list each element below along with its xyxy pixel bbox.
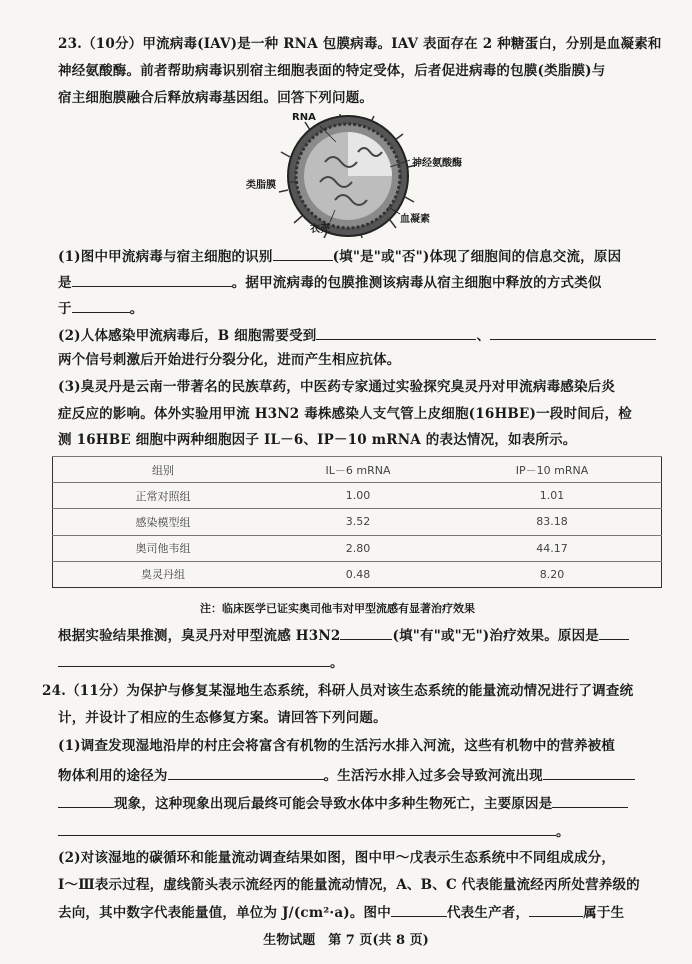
page-footer: 生物试题 第 7 页(共 8 页)	[263, 933, 429, 948]
q23-part1-line3: 于 。	[58, 298, 658, 318]
q24-part1-line4: 。	[58, 821, 658, 841]
table-cell: 3.52	[273, 509, 443, 535]
table-row	[53, 535, 662, 561]
answer-blank[interactable]	[340, 625, 392, 640]
table-row	[53, 483, 662, 509]
answer-blank[interactable]	[552, 793, 628, 808]
label-capsid: 衣壳	[310, 224, 330, 235]
table-cell: 8.20	[443, 561, 662, 587]
q24-part2-line1: (2)对该湿地的碳循环和能量流动调查结果如图，图中甲～戊表示生态系统中不同组成成分，	[58, 850, 616, 866]
q23-part2-line1: (2)人体感染甲流病毒后，B 细胞需要受到 、	[58, 325, 658, 345]
q23-part1-line2: 是 。据甲流病毒的包膜推测该病毒从宿主细胞中释放的方式类似	[58, 272, 658, 292]
table-cell: 83.18	[443, 509, 662, 535]
q24-part1-line1: (1)调查发现湿地沿岸的村庄会将富含有机物的生活污水排入河流，这些有机物中的营养被植	[58, 738, 616, 754]
label-rna: RNA	[292, 112, 316, 123]
table-cell: 奥司他韦组	[53, 535, 274, 561]
q24-stem-line2: 计，并设计了相应的生态修复方案。请回答下列问题。	[58, 710, 387, 726]
answer-blank[interactable]	[529, 902, 583, 917]
q23-stem-line3: 宿主细胞膜融合后释放病毒基因组。回答下列问题。	[58, 90, 374, 106]
answer-blank[interactable]	[58, 821, 556, 836]
table-cell: 1.01	[443, 483, 662, 509]
q23-part3-line1: (3)臭灵丹是云南一带著名的民族草药，中医药专家通过实验探究臭灵丹对甲流病毒感染后炎	[58, 379, 616, 395]
q23-stem-line1: 23.（10分）甲流病毒(IAV)是一种 RNA 包膜病毒。IAV 表面存在 2 种糖蛋白，分别是血凝素和	[58, 36, 662, 52]
q23-part3-question: 根据实验结果推测，臭灵丹对甲型流感 H3N2 (填"有"或"无")治疗效果。原因是	[58, 625, 658, 645]
table-cell: 0.48	[273, 561, 443, 587]
table-cell: 正常对照组	[53, 483, 274, 509]
table-header: IP－10 mRNA	[443, 457, 662, 483]
q23-part3-answer-line: 。	[58, 652, 658, 672]
answer-blank[interactable]	[316, 325, 476, 340]
q23-part3-line2: 症反应的影响。体外实验用甲流 H3N2 毒株感染人支气管上皮细胞(16HBE)一段时间后，检	[58, 406, 632, 422]
q24-part1-line3: 现象，这种现象出现后最终可能会导致水体中多种生物死亡，主要原因是	[58, 793, 658, 813]
table-header-row	[53, 457, 662, 483]
answer-blank[interactable]	[543, 765, 635, 780]
table-header: IL－6 mRNA	[273, 457, 443, 483]
label-lipid-membrane: 类脂膜	[246, 180, 276, 191]
answer-blank[interactable]	[273, 246, 333, 261]
q24-part2-line3: 去向，其中数字代表能量值，单位为 J/(cm²·a)。图中 代表生产者， 属于生	[58, 902, 658, 922]
table-row	[53, 509, 662, 535]
table-row	[53, 561, 662, 587]
mrna-expression-table	[52, 456, 662, 588]
answer-blank[interactable]	[391, 902, 447, 917]
table-note: 注：临床医学已证实奥司他韦对甲型流感有显著治疗效果	[200, 602, 475, 615]
q24-part1-line2: 物体利用的途径为 。生活污水排入过多会导致河流出现	[58, 765, 658, 785]
answer-blank[interactable]	[58, 793, 114, 808]
q23-part1-line1: (1)图中甲流病毒与宿主细胞的识别 (填"是"或"否")体现了细胞间的信息交流，原因	[58, 246, 658, 266]
answer-blank[interactable]	[168, 765, 324, 780]
answer-blank[interactable]	[490, 325, 656, 340]
label-neuraminidase: 神经氨酸酶	[412, 158, 462, 169]
q23-stem-line2: 神经氨酸酶。前者帮助病毒识别宿主细胞表面的特定受体，后者促进病毒的包膜(类脂膜)与	[58, 63, 606, 79]
table-cell: 1.00	[273, 483, 443, 509]
q23-part2-line2: 两个信号刺激后开始进行分裂分化，进而产生相应抗体。	[58, 352, 401, 368]
virus-diagram	[240, 112, 470, 238]
table-cell: 臭灵丹组	[53, 561, 274, 587]
table-cell: 2.80	[273, 535, 443, 561]
virus-illustration	[240, 112, 470, 238]
answer-blank[interactable]	[72, 298, 130, 313]
table-header: 组别	[53, 457, 274, 483]
answer-blank[interactable]	[72, 272, 232, 287]
q23-part3-line3: 测 16HBE 细胞中两种细胞因子 IL－6、IP－10 mRNA 的表达情况，如表所示。	[58, 432, 577, 448]
q24-part2-line2: Ⅰ～Ⅲ表示过程，虚线箭头表示流经丙的能量流动情况，A、B、C 代表能量流经丙所处营养级的	[58, 877, 640, 893]
table-cell: 44.17	[443, 535, 662, 561]
label-hemagglutinin: 血凝素	[400, 214, 430, 225]
table-cell: 感染模型组	[53, 509, 274, 535]
answer-blank[interactable]	[58, 652, 330, 667]
q24-stem-line1: 24.（11分）为保护与修复某湿地生态系统，科研人员对该生态系统的能量流动情况进行了调查统	[42, 683, 634, 699]
answer-blank[interactable]	[599, 625, 629, 640]
